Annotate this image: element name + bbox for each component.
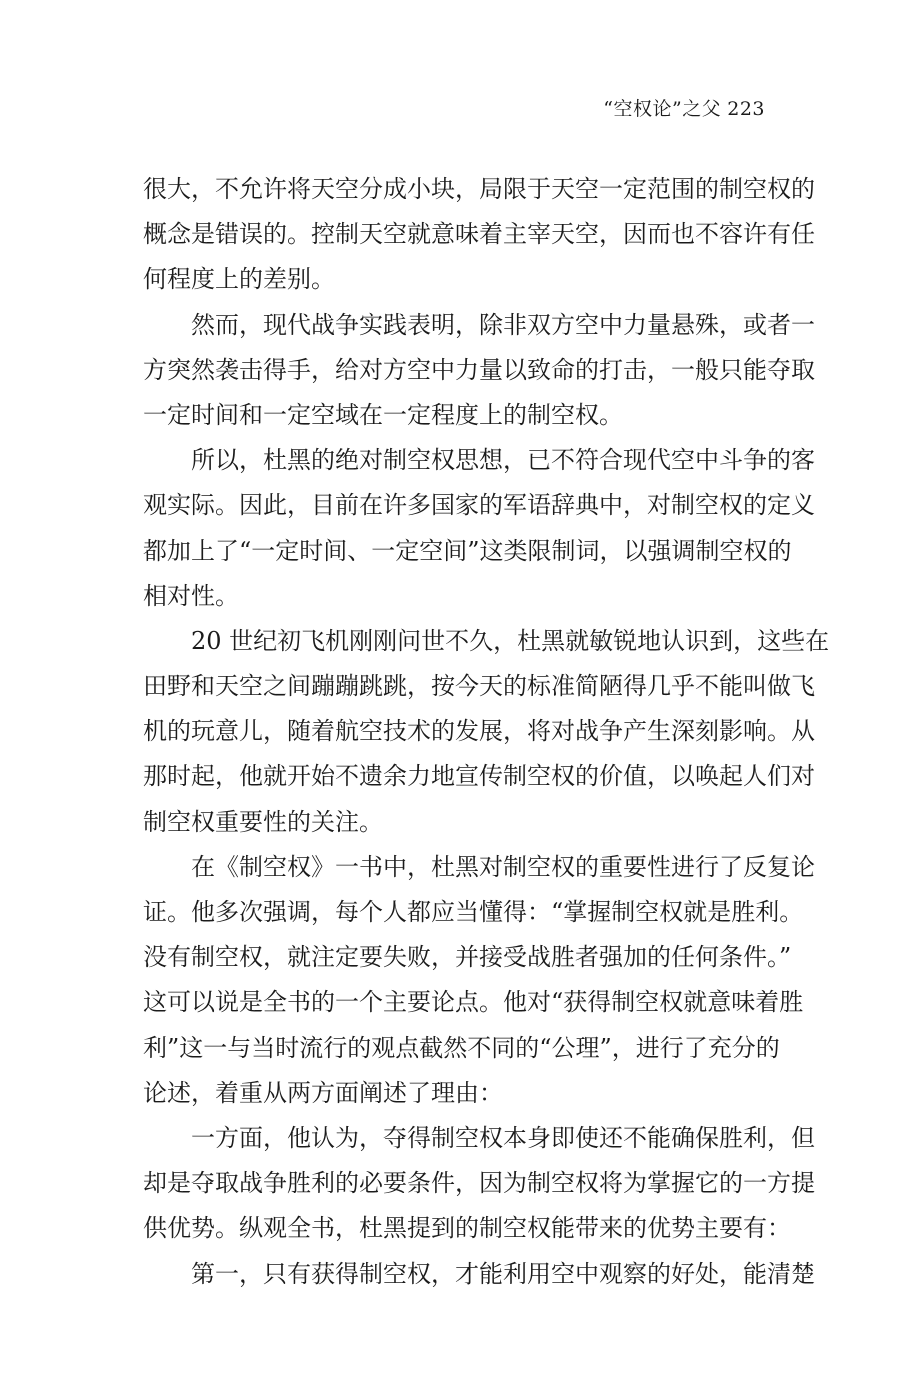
paragraph <box>143 1116 815 1252</box>
text-line: 然而，现代战争实践表明，除非双方空中力量悬殊，或者一 <box>191 310 815 339</box>
paragraph <box>143 1252 815 1297</box>
paragraph <box>143 619 830 845</box>
text-line: 机的玩意儿，随着航空技术的发展，将对战争产生深刻影响。从 <box>143 717 815 746</box>
text-line: 证。他多次强调，每个人都应当懂得：“掌握制空权就是胜利。 <box>143 898 804 926</box>
text-line: 很大，不允许将天空分成小块，局限于天空一定范围的制空权的 <box>143 175 815 203</box>
text-line: 没有制空权，就注定要失败，并接受战胜者强加的任何条件。” <box>143 943 792 972</box>
paragraph <box>143 167 815 303</box>
text-line: 制空权重要性的关注。 <box>143 807 383 836</box>
text-line: 20 世纪初飞机刚刚问世不久，杜黑就敏锐地认识到，这些在 <box>191 626 830 655</box>
text-line: 一定时间和一定空域在一定程度上的制空权。 <box>143 400 623 429</box>
paragraph <box>143 303 815 439</box>
text-line: 相对性。 <box>143 581 239 610</box>
page-number: 223 <box>727 98 765 120</box>
text-line: 观实际。因此，目前在许多国家的军语辞典中，对制空权的定义 <box>143 491 815 520</box>
text-line: 何程度上的差别。 <box>143 265 335 294</box>
text-line: 所以，杜黑的绝对制空权思想，已不符合现代空中斗争的客 <box>191 446 815 475</box>
text-line: 概念是错误的。控制天空就意味着主宰天空，因而也不容许有任 <box>143 220 815 249</box>
text-line: 利”这一与当时流行的观点截然不同的“公理”，进行了充分的 <box>143 1033 780 1062</box>
running-header <box>603 94 765 124</box>
text-line: 一方面，他认为，夺得制空权本身即使还不能确保胜利，但 <box>191 1123 815 1152</box>
text-line: 这可以说是全书的一个主要论点。他对“获得制空权就意味着胜 <box>143 988 804 1017</box>
text-line: 都加上了“一定时间、一定空间”这类限制词，以强调制空权的 <box>143 536 792 565</box>
text-line: 第一，只有获得制空权，才能利用空中观察的好处，能清楚 <box>191 1259 815 1288</box>
text-line: 方突然袭击得手，给对方空中力量以致命的打击，一般只能夺取 <box>143 355 815 384</box>
paragraph <box>143 438 815 619</box>
text-line: 论述，着重从两方面阐述了理由： <box>143 1078 503 1107</box>
text-line: 那时起，他就开始不遗余力地宣传制空权的价值，以唤起人们对 <box>143 762 815 791</box>
paragraph <box>143 845 815 1116</box>
text-line: 供优势。纵观全书，杜黑提到的制空权能带来的优势主要有： <box>143 1214 791 1243</box>
body-text <box>143 167 830 1297</box>
chapter-title: “空权论”之父 <box>603 98 722 120</box>
text-line: 却是夺取战争胜利的必要条件，因为制空权将为掌握它的一方提 <box>143 1169 815 1198</box>
text-line: 田野和天空之间蹦蹦跳跳，按今天的标准简陋得几乎不能叫做飞 <box>143 672 815 701</box>
text-line: 在《制空权》一书中，杜黑对制空权的重要性进行了反复论 <box>191 852 815 881</box>
